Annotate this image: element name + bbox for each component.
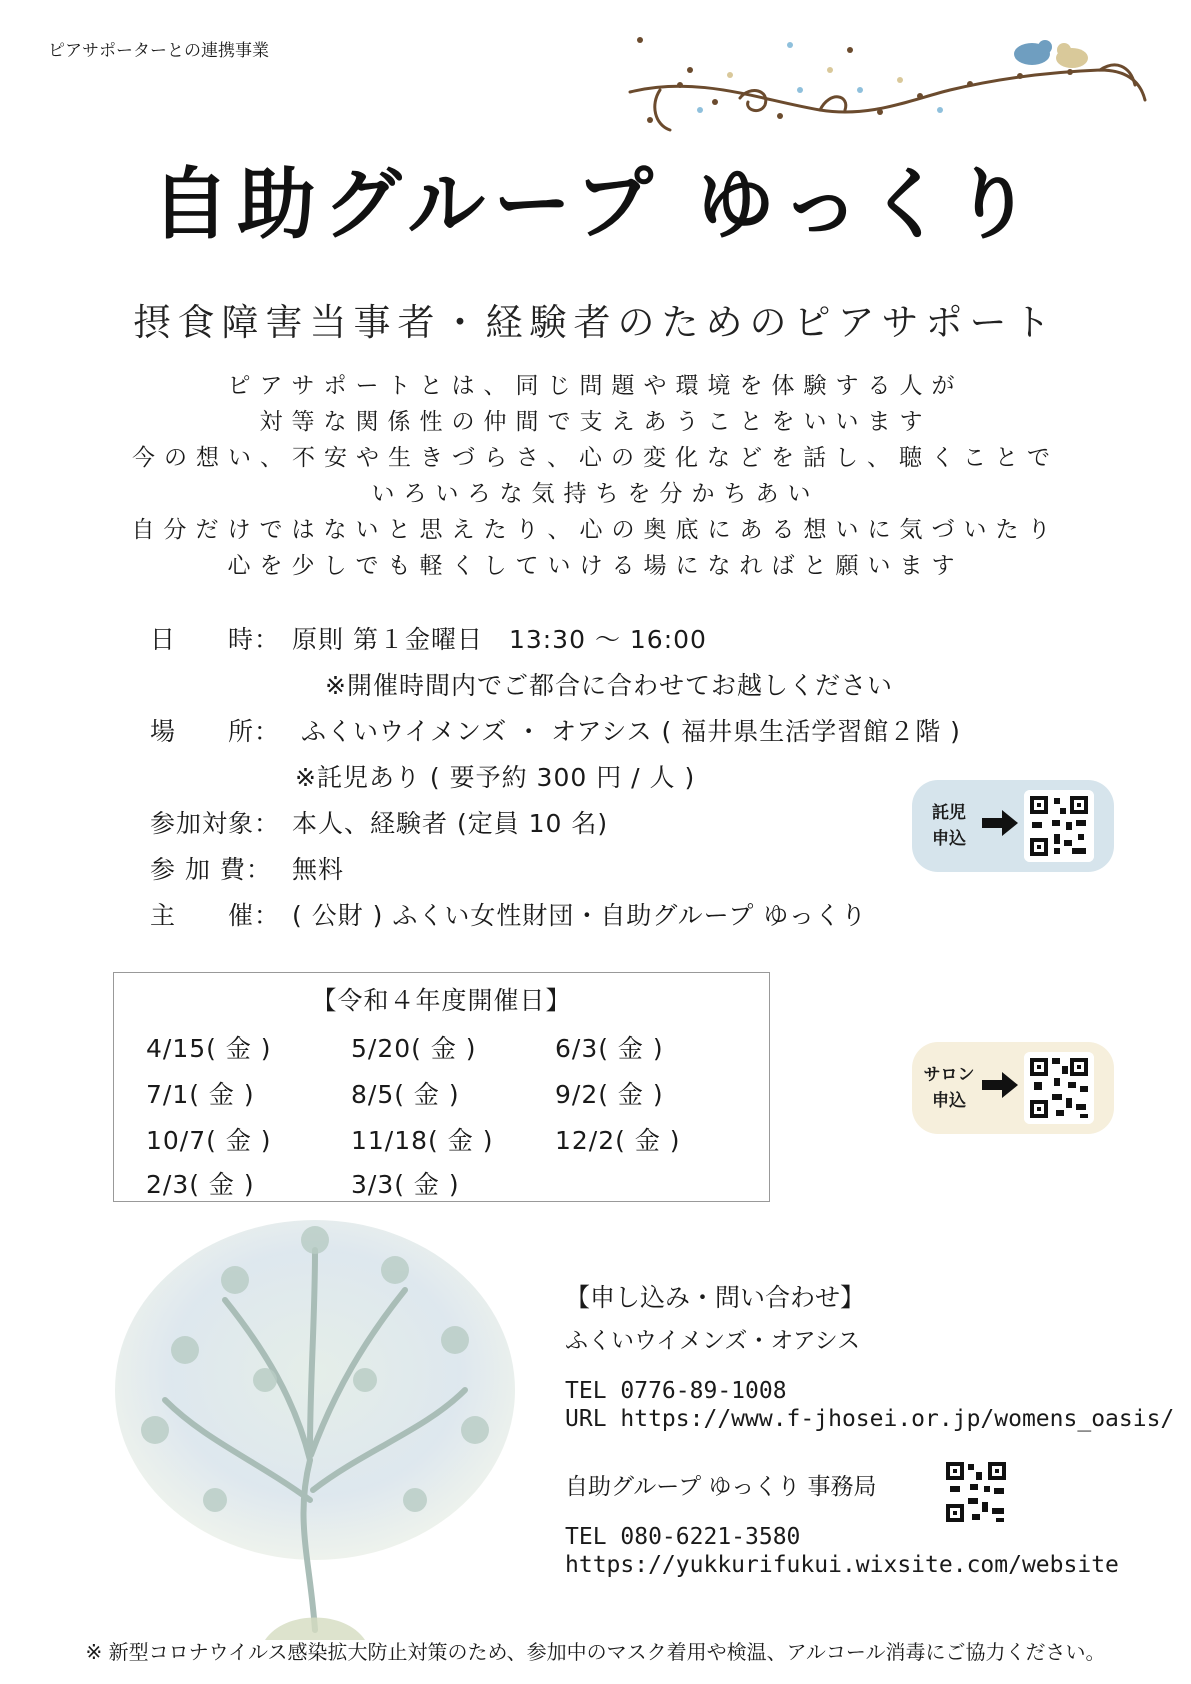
tree-illustration — [95, 1200, 535, 1640]
datetime-value: 原則 第１金曜日 13:30 ～ 16:00 — [292, 625, 707, 654]
salon-qr-label — [922, 1062, 976, 1114]
contact-org1-tel: TEL 0776-89-1008 — [565, 1378, 787, 1404]
schedule-date: 4/15( 金 ) — [146, 1034, 272, 1063]
childcare-qr-label-line2: 申込 — [932, 829, 966, 849]
intro-line: 自分だけではないと思えたり、心の奥底にある想いに気づいたり — [131, 517, 1060, 543]
schedule-date: 8/5( 金 ) — [351, 1080, 460, 1109]
header-tag: ピアサポーターとの連携事業 — [48, 41, 269, 61]
schedule-date: 5/20( 金 ) — [351, 1034, 477, 1063]
schedule-date: 2/3( 金 ) — [146, 1170, 255, 1199]
contact-org2-tel: TEL 080-6221-3580 — [565, 1524, 801, 1550]
page-subtitle: 摂食障害当事者・経験者のためのピアサポート — [133, 301, 1058, 344]
intro-paragraph — [0, 368, 1191, 584]
host-label: 主 催： — [150, 901, 281, 930]
schedule-date: 3/3( 金 ) — [351, 1170, 460, 1199]
arrow-right-icon — [982, 808, 1018, 838]
schedule-box — [113, 972, 770, 1202]
fee-row — [150, 850, 344, 886]
schedule-date: 11/18( 金 ) — [351, 1126, 494, 1155]
fee-label: 参 加 費： — [150, 855, 272, 884]
intro-line: ピアサポートとは、同じ問題や環境を体験する人が — [227, 373, 964, 399]
vine-birds-illustration — [620, 30, 1160, 150]
page-title: 自助グループ ゆっくり — [151, 160, 1040, 250]
schedule-date: 9/2( 金 ) — [555, 1080, 664, 1109]
contact-org1: ふくいウイメンズ・オアシス — [565, 1328, 861, 1354]
childcare-qr-label-line1: 託児 — [932, 803, 966, 823]
target-row — [150, 804, 608, 840]
schedule-date: 7/1( 金 ) — [146, 1080, 255, 1109]
salon-qr-label-line1: サロン — [923, 1065, 975, 1085]
intro-line: いろいろな気持ちを分かちあい — [371, 481, 820, 507]
place-label: 場 所： — [150, 717, 281, 746]
qr-code-icon[interactable] — [944, 1460, 1008, 1524]
datetime-note: ※開催時間内でご都合に合わせてお越しください — [325, 671, 893, 700]
target-value: 本人、経験者 (定員 10 名) — [292, 809, 609, 838]
arrow-right-icon — [982, 1070, 1018, 1100]
place-row — [150, 712, 961, 748]
schedule-date: 6/3( 金 ) — [555, 1034, 664, 1063]
childcare-qr-label — [922, 800, 976, 852]
place-value: ふくいウイメンズ ・ オアシス ( 福井県生活学習館２階 ) — [292, 717, 961, 746]
salon-qr-box[interactable] — [912, 1042, 1114, 1134]
intro-line: 心を少しでも軽くしていける場になればと願います — [227, 553, 964, 579]
place-note: ※託児あり ( 要予約 300 円 / 人 ) — [295, 763, 696, 792]
fee-value: 無料 — [292, 855, 345, 884]
host-row — [150, 896, 867, 932]
qr-code-icon[interactable] — [1024, 1052, 1094, 1124]
contact-org2-url[interactable]: https://yukkurifukui.wixsite.com/website — [565, 1552, 1119, 1578]
intro-line: 対等な関係性の仲間で支えあうことをいいます — [259, 409, 932, 435]
contact-org1-url[interactable]: URL https://www.f-jhosei.or.jp/womens_oasis/ — [565, 1406, 1175, 1432]
schedule-date: 12/2( 金 ) — [555, 1126, 681, 1155]
qr-code-icon[interactable] — [1024, 790, 1094, 862]
schedule-date: 10/7( 金 ) — [146, 1126, 272, 1155]
childcare-qr-box[interactable] — [912, 780, 1114, 872]
schedule-heading: 【令和４年度開催日】 — [311, 986, 572, 1015]
datetime-label: 日 時： — [150, 625, 281, 654]
intro-line: 今の想い、不安や生きづらさ、心の変化などを話し、聴くことで — [131, 445, 1060, 471]
target-label: 参加対象： — [150, 809, 281, 838]
footer-note: ※ 新型コロナウイルス感染拡大防止対策のため、参加中のマスク着用や検温、アルコール消毒にご協力ください。 — [85, 1640, 1106, 1664]
datetime-row — [150, 620, 707, 656]
contact-org2: 自助グループ ゆっくり 事務局 — [565, 1474, 877, 1500]
contact-heading: 【申し込み・問い合わせ】 — [565, 1283, 866, 1312]
host-value: ( 公財 ) ふくい女性財団・自助グループ ゆっくり — [292, 901, 868, 930]
salon-qr-label-line2: 申込 — [932, 1091, 966, 1111]
